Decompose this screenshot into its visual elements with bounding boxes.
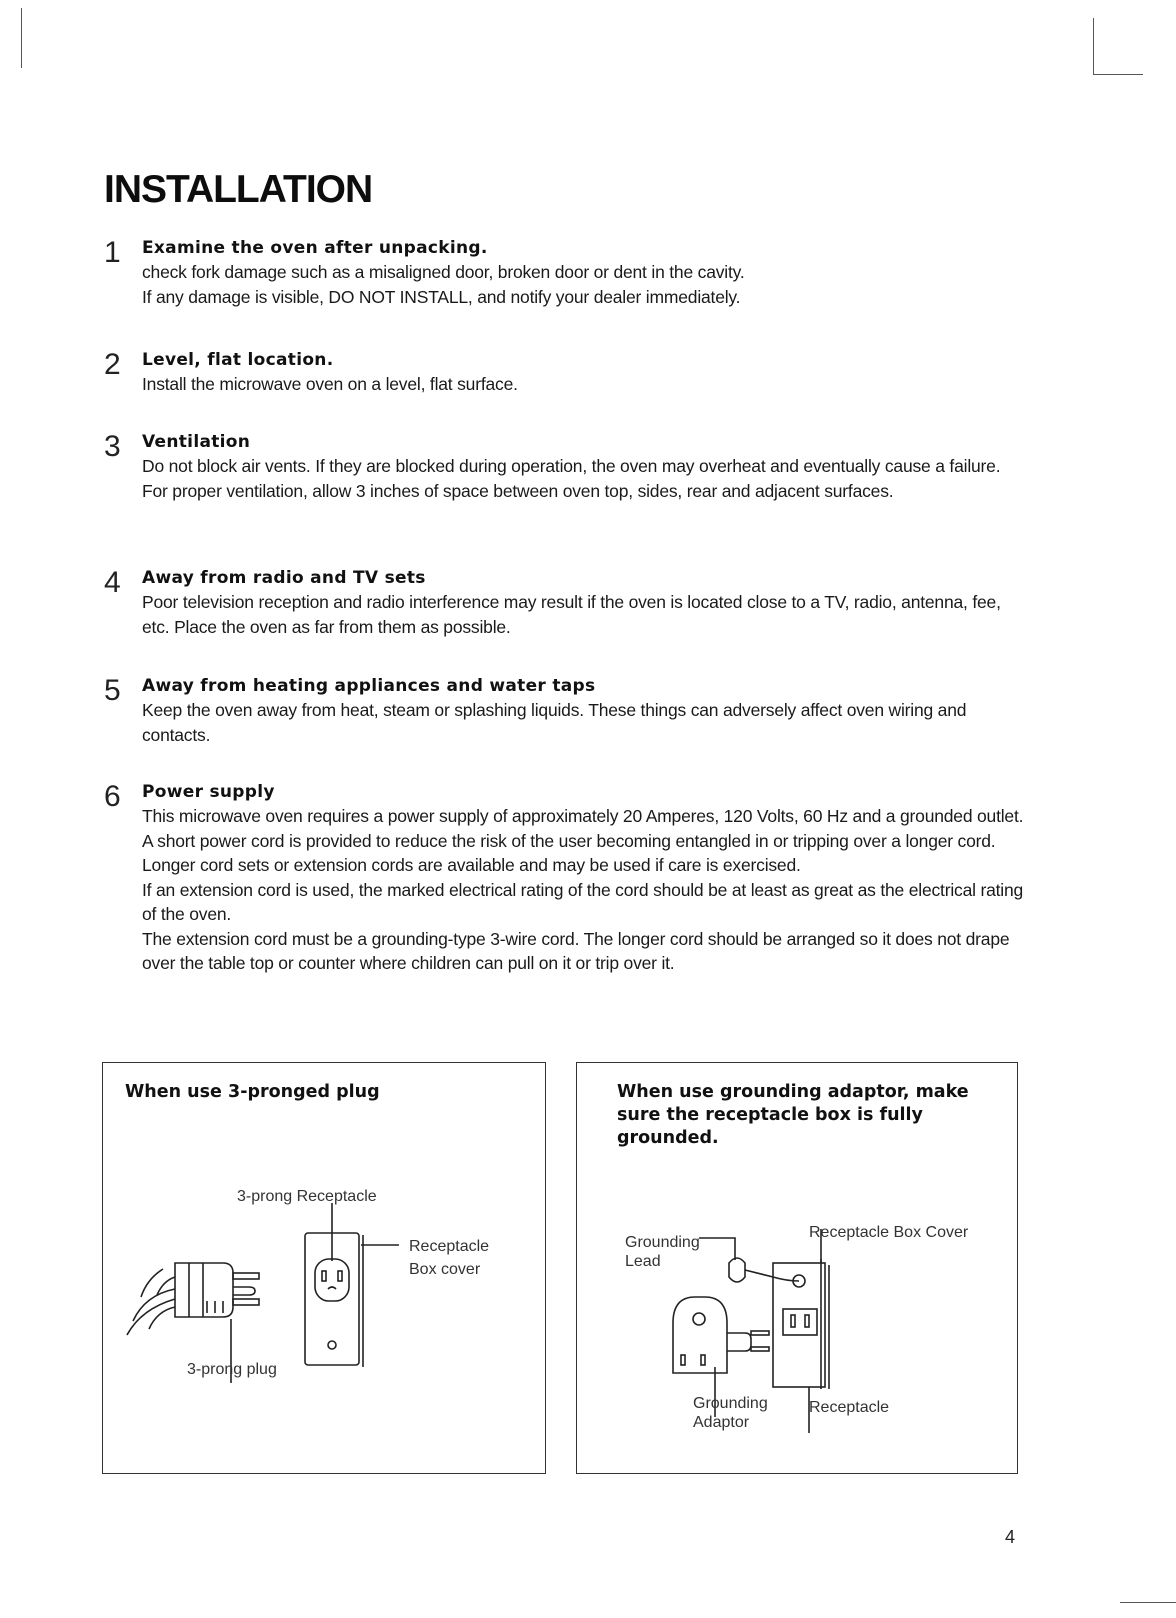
figure-label-box-cover: Box cover xyxy=(409,1261,481,1278)
section-ventilation xyxy=(104,430,1024,503)
section-body xyxy=(142,454,1024,503)
figure-box-three-prong xyxy=(102,1062,546,1474)
section-text: Poor television reception and radio interference may result if the oven is located close to a TV, radio, antenna, fee, etc. Place the oven as far from them as possible. xyxy=(142,592,1001,637)
figure-label-three-prong-receptacle: 3-prong Receptacle xyxy=(237,1188,377,1205)
section-heading: Away from radio and TV sets xyxy=(142,568,426,588)
section-number: 1 xyxy=(104,236,121,269)
figure-label-receptacle-box-cover: Receptacle Box Cover xyxy=(809,1224,969,1241)
section-examine xyxy=(104,236,1024,309)
figure-label-three-prong-plug: 3-prong plug xyxy=(187,1361,277,1378)
figure-label-grounding-lead-line1: Grounding xyxy=(625,1234,700,1251)
section-text: Install the microwave oven on a level, flat surface. xyxy=(142,374,518,394)
section-level-location xyxy=(104,348,1024,397)
figure-label-receptacle: Receptacle xyxy=(809,1399,890,1416)
section-heading: Power supply xyxy=(142,782,275,802)
section-number: 4 xyxy=(104,566,121,599)
section-text: If an extension cord is used, the marked electrical rating of the cord should be at least as great as the electrical rating of the oven. xyxy=(142,879,1024,924)
section-number: 6 xyxy=(104,780,121,813)
figure-title: When use grounding adaptor, make sure the receptacle box is fully grounded. xyxy=(617,1082,969,1148)
figure-title: When use 3-pronged plug xyxy=(125,1082,380,1102)
section-body xyxy=(142,590,1024,639)
section-body xyxy=(142,698,1024,747)
section-radio-tv xyxy=(104,566,1024,639)
section-number: 2 xyxy=(104,348,121,381)
section-number: 3 xyxy=(104,430,121,463)
crop-mark-bottom-right xyxy=(1120,1602,1176,1603)
page-title: INSTALLATION xyxy=(104,168,373,211)
section-heading: Ventilation xyxy=(142,432,251,452)
section-number: 5 xyxy=(104,674,121,707)
section-heading: Examine the oven after unpacking. xyxy=(142,238,488,258)
figure-label-grounding-lead-line2: Lead xyxy=(625,1253,661,1270)
section-power-supply xyxy=(104,780,1024,976)
figure-label-grounding-adaptor-line1: Grounding xyxy=(693,1395,768,1412)
section-body xyxy=(142,260,1024,309)
section-text: check fork damage such as a misaligned door, broken door or dent in the cavity. xyxy=(142,262,745,282)
figure-label-grounding-adaptor-line2: Adaptor xyxy=(693,1414,750,1431)
section-text: This microwave oven requires a power supply of approximately 20 Amperes, 120 Volts, 60 Hz and a grounded outlet. A short power cord is provided to reduce the risk of the user becoming entangled in or tripping over a longer cord. Longer cord sets or extension cords are available and may be used if care is exercised. xyxy=(142,806,1024,875)
section-heating-appliances xyxy=(104,674,1024,747)
section-text: The extension cord must be a grounding-type 3-wire cord. The longer cord should be arranged so it does not drape over the table top or counter where children can pull on it or trip over it. xyxy=(142,928,1010,973)
section-text: Do not block air vents. If they are blocked during operation, the oven may overheat and eventually cause a failure. For proper ventilation, allow 3 inches of space between oven top, sides, rear and adjacent surfaces. xyxy=(142,456,1001,501)
section-text: If any damage is visible, DO NOT INSTALL, and notify your dealer immediately. xyxy=(142,286,741,307)
section-text: Keep the oven away from heat, steam or splashing liquids. These things can adversely affect oven wiring and contacts. xyxy=(142,700,967,745)
crop-mark-top-left xyxy=(21,8,22,68)
page-number: 4 xyxy=(1005,1527,1016,1547)
figure-box-grounding-adaptor xyxy=(576,1062,1018,1474)
crop-mark-top-right-horizontal xyxy=(1093,74,1143,75)
section-heading: Away from heating appliances and water taps xyxy=(142,676,596,696)
section-body xyxy=(142,372,1024,397)
section-heading: Level, flat location. xyxy=(142,350,334,370)
crop-mark-top-right-vertical xyxy=(1093,18,1094,74)
section-body xyxy=(142,804,1024,976)
figure-label-receptacle: Receptacle xyxy=(409,1238,490,1255)
